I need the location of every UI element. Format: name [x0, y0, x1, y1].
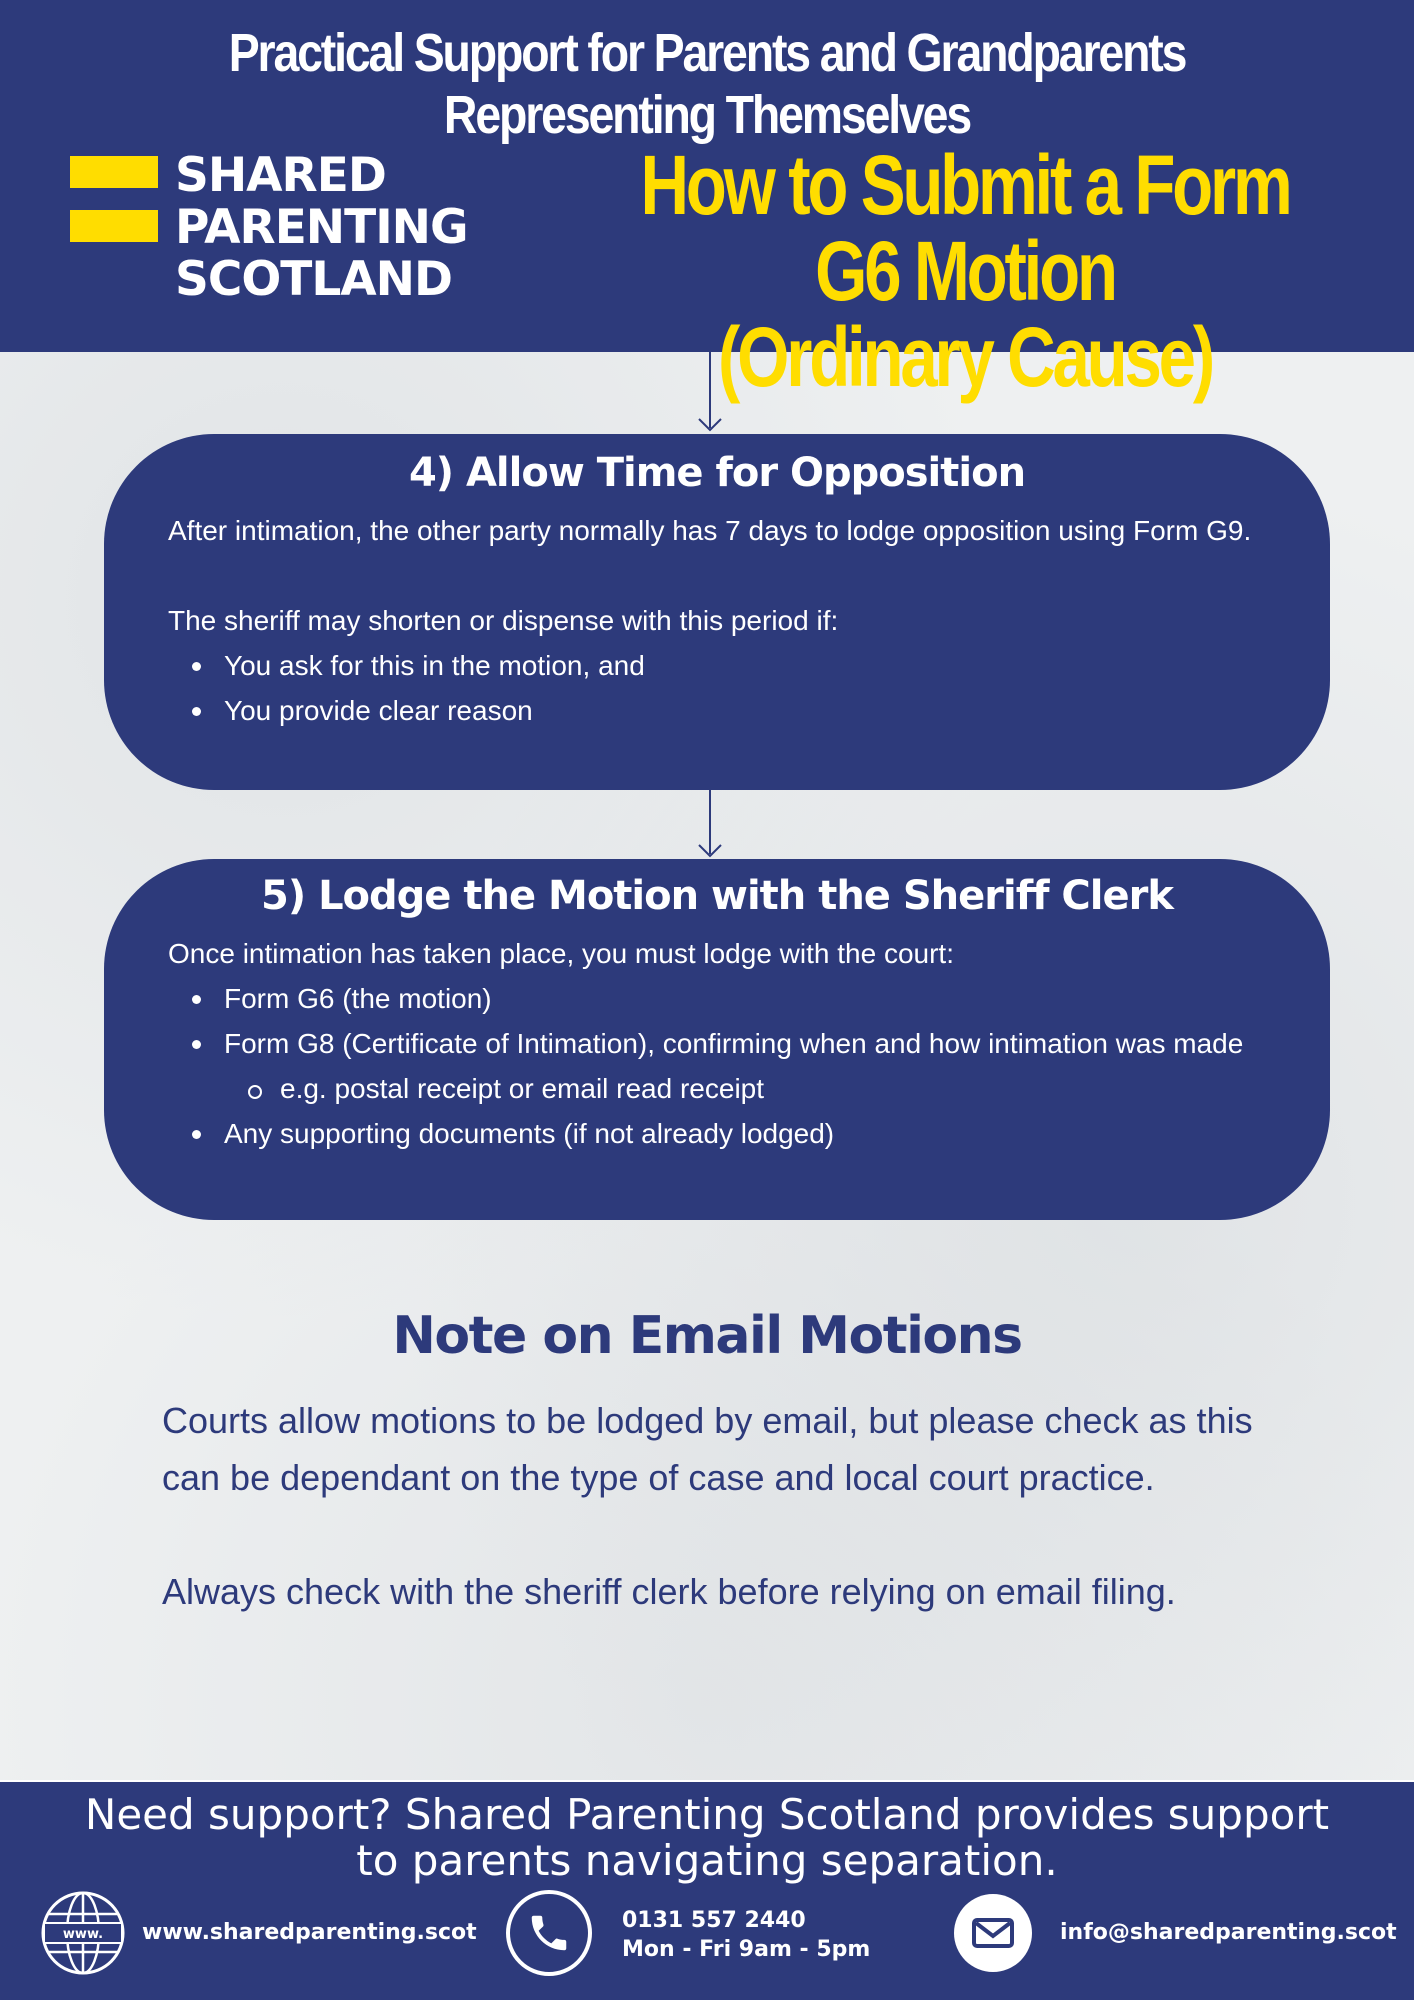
globe-icon — [40, 1890, 126, 1976]
note-body — [162, 1392, 1292, 1620]
footer-message-line-2: to parents navigating separation. — [356, 1836, 1058, 1885]
email-icon — [954, 1894, 1032, 1972]
phone-details — [622, 1906, 870, 1964]
step-5-intro: Once intimation has taken place, you must lodge with the court: — [168, 938, 954, 969]
step-5-title: 5) Lodge the Motion with the Sheriff Clerk — [261, 873, 1173, 919]
logo-bar-top — [70, 156, 158, 188]
flow-arrow-1 — [695, 352, 725, 434]
footer-message — [0, 1792, 1414, 1884]
list-item: You ask for this in the motion, and — [168, 643, 1268, 688]
globe-icon-text: www. — [62, 1927, 104, 1942]
logo-text — [175, 150, 468, 306]
logo-line-1: SHARED — [175, 148, 386, 203]
logo-bar-bottom — [70, 210, 158, 242]
main-title-line-2: (Ordinary Cause) — [717, 310, 1212, 404]
list-item: Any supporting documents (if not already lodged) — [168, 1111, 1268, 1156]
step-4-paragraph-1: After intimation, the other party normally has 7 days to lodge opposition using Form G9. — [168, 515, 1252, 546]
phone-icon — [506, 1890, 592, 1976]
note-title: Note on Email Motions — [392, 1306, 1022, 1366]
note-paragraph-1: Courts allow motions to be lodged by email, but please check as this can be dependant on the type of case and local court practice. — [162, 1400, 1253, 1498]
sub-list-item: e.g. postal receipt or email read receipt — [168, 1066, 1268, 1111]
header-banner — [0, 0, 1414, 404]
main-title-line-1: How to Submit a Form G6 Motion — [640, 138, 1290, 318]
step-4-bullet-list — [168, 643, 1268, 733]
shared-parenting-logo — [70, 150, 490, 310]
email-link[interactable]: info@sharedparenting.scot — [1060, 1920, 1397, 1945]
logo-line-2: PARENTING — [175, 200, 468, 255]
step-4-paragraph-2: The sheriff may shorten or dispense with this period if: — [168, 605, 839, 636]
step-5-bullet-list — [168, 976, 1268, 1156]
footer-message-line-1: Need support? Shared Parenting Scotland provides support — [84, 1790, 1330, 1839]
top-title: Practical Support for Parents and Grandparents Representing Themselves — [228, 23, 1186, 145]
step-5-box — [104, 859, 1330, 1220]
logo-line-3: SCOTLAND — [175, 252, 453, 307]
footer — [0, 1780, 1414, 2000]
main-title — [625, 138, 1305, 404]
list-item: You provide clear reason — [168, 688, 1268, 733]
note-paragraph-2: Always check with the sheriff clerk before relying on email filing. — [162, 1571, 1176, 1612]
phone-number[interactable]: 0131 557 2440 — [622, 1908, 806, 1933]
flow-arrow-2 — [695, 790, 725, 859]
step-4-title: 4) Allow Time for Opposition — [408, 450, 1026, 496]
list-item: Form G6 (the motion) — [168, 976, 1268, 1021]
office-hours: Mon - Fri 9am - 5pm — [622, 1937, 871, 1962]
step-4-box — [104, 434, 1330, 790]
website-link[interactable]: www.sharedparenting.scot — [142, 1920, 477, 1945]
list-item: Form G8 (Certificate of Intimation), confirming when and how intimation was made — [168, 1021, 1268, 1066]
